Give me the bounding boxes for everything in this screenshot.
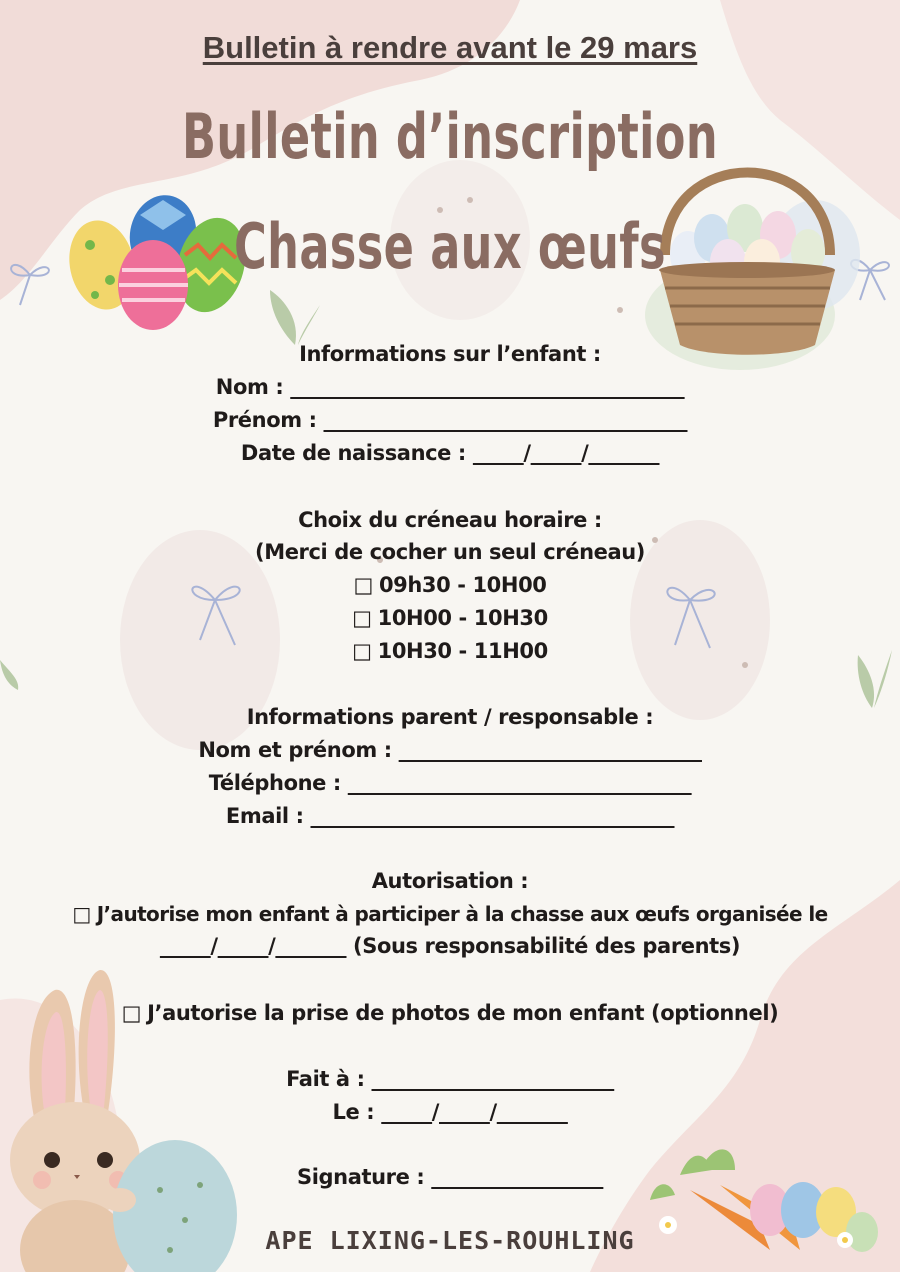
child-first-name-field[interactable]: Prénom : ____________________________________: [212, 408, 688, 432]
checkbox-icon[interactable]: □: [121, 1001, 142, 1025]
timeslot-heading: Choix du créneau horaire :: [298, 508, 602, 532]
child-birthdate-field[interactable]: Date de naissance : _____/_____/_______: [240, 441, 660, 465]
photo-consent-text: J’autorise la prise de photos de mon enfant (optionnel): [147, 1001, 779, 1025]
timeslot-label: 09h30 - 10H00: [378, 573, 547, 597]
parent-email-field[interactable]: Email : ____________________________________: [225, 804, 675, 828]
checkbox-icon[interactable]: □: [353, 573, 373, 597]
deadline-notice: Bulletin à rendre avant le 29 mars: [202, 30, 698, 65]
form-title: Bulletin d’inscription: [182, 100, 718, 173]
event-title: Chasse aux œufs: [234, 210, 666, 283]
timeslot-option-2[interactable]: [0, 604, 900, 632]
parent-info-heading: Informations parent / responsable :: [246, 705, 654, 729]
timeslot-note: (Merci de cocher un seul créneau): [255, 540, 645, 564]
authorization-heading: Autorisation :: [371, 869, 529, 893]
timeslot-label: 10H00 - 10H30: [377, 606, 548, 630]
checkbox-icon[interactable]: □: [352, 606, 372, 630]
organization-footer: APE LIXING-LES-ROUHLING: [265, 1226, 635, 1255]
participation-date-field[interactable]: _____/_____/_______ (Sous responsabilité des parents): [159, 934, 741, 958]
parent-phone-field[interactable]: Téléphone : __________________________________: [208, 771, 692, 795]
date-field[interactable]: Le : _____/_____/_______: [332, 1100, 568, 1124]
timeslot-option-3[interactable]: [0, 637, 900, 665]
timeslot-option-1[interactable]: [0, 571, 900, 599]
timeslot-label: 10H30 - 11H00: [377, 639, 548, 663]
participation-consent[interactable]: [0, 900, 900, 928]
child-info-heading: Informations sur l’enfant :: [299, 342, 601, 366]
child-last-name-field[interactable]: Nom : _______________________________________: [215, 375, 685, 399]
signature-field[interactable]: Signature : _________________: [297, 1165, 603, 1189]
place-field[interactable]: Fait à : ________________________: [286, 1067, 614, 1091]
photo-consent[interactable]: [0, 999, 900, 1027]
checkbox-icon[interactable]: □: [352, 639, 372, 663]
participation-consent-text: J’autorise mon enfant à participer à la chasse aux œufs organisée le: [96, 902, 828, 926]
parent-name-field[interactable]: Nom et prénom : ______________________________: [198, 738, 702, 762]
checkbox-icon[interactable]: □: [72, 902, 91, 926]
